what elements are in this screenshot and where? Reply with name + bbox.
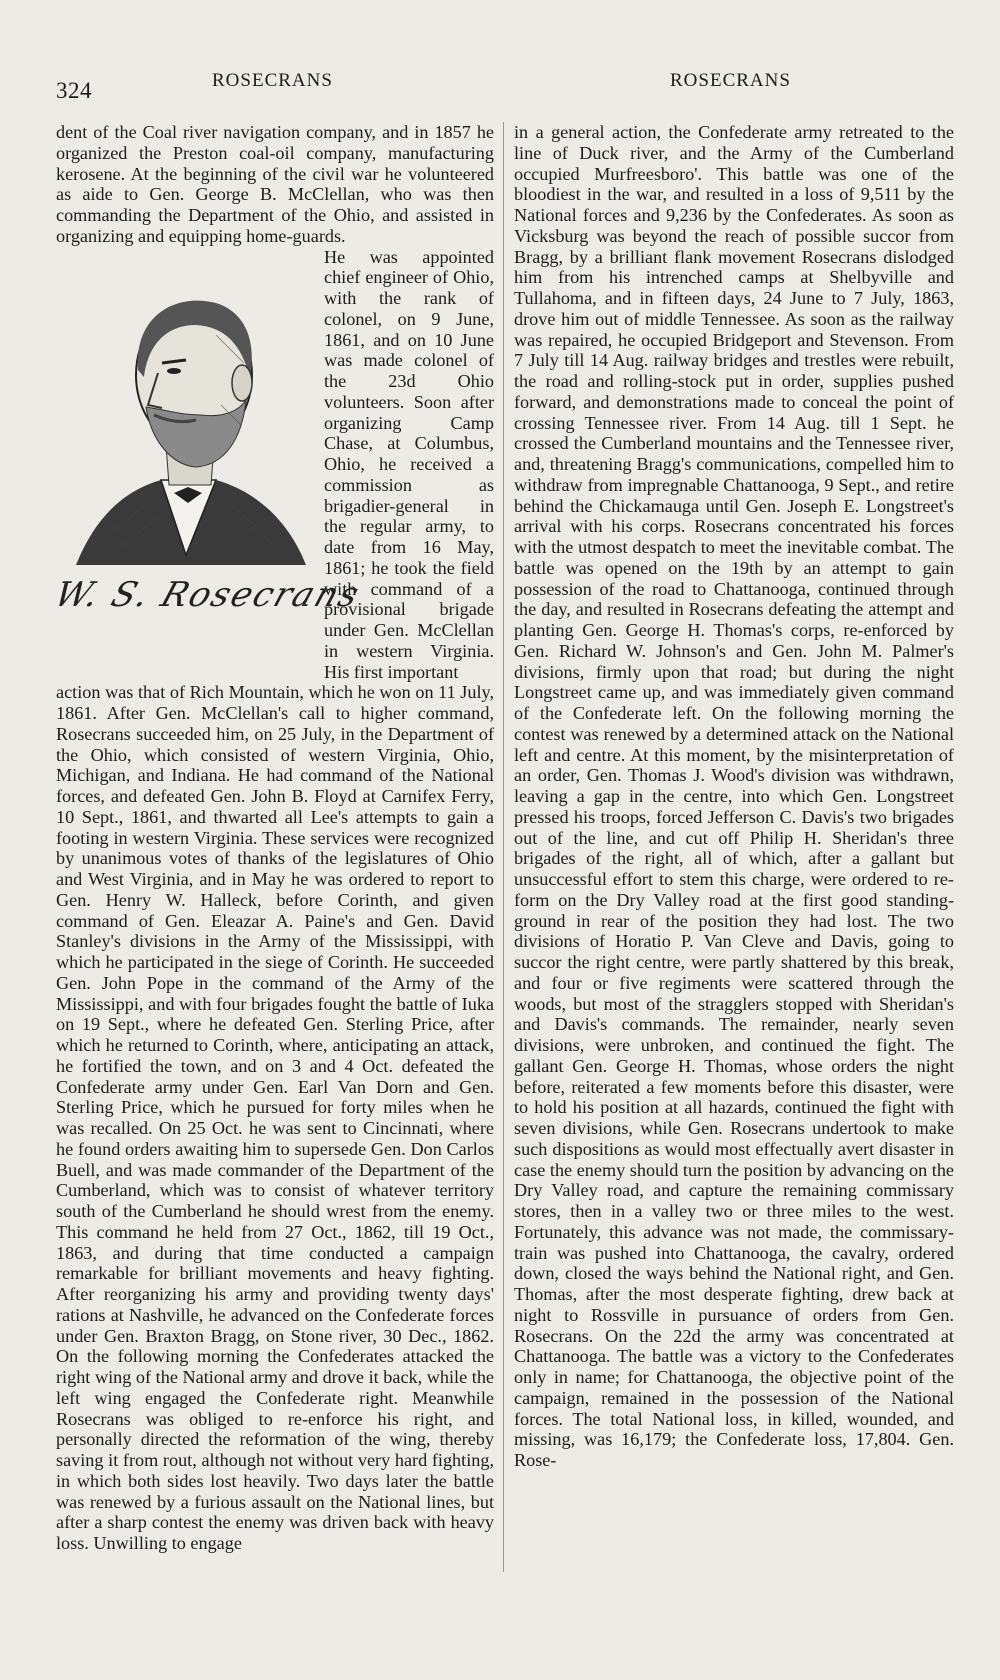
signature: W. S. Rosecrans xyxy=(49,574,366,615)
left-column xyxy=(49,122,494,1554)
running-head-right: ROSECRANS xyxy=(670,70,791,91)
intro-paragraph: dent of the Coal river navigation company, and in 1857 he organized the Preston coal-oil company, manufacturing kerosene. At the beginning of the civil war he volunteered as aide to Gen. George B. McClellan, who was then commanding the Department of the Ohio, and assisted in organizing and equipping home-guards. xyxy=(56,122,494,246)
portrait-figure xyxy=(49,247,366,667)
right-column xyxy=(514,122,954,1471)
portrait-side-paragraph: He was appointed chief engineer of Ohio, with the rank of colonel, on 9 June, 1861, and on 10 June was made colonel of the 23d Ohio volunteers. Soon after organizing Camp Chase, at Columbus, Ohio, he received a commission as brigadier-general in the regular army, to date from 16 May, 1861; he took the field with command of a provisional brigade under Gen. McClellan in western Virginia. His first important xyxy=(324,246,494,682)
continuation-paragraph: action was that of Rich Mountain, which he won on 11 July, 1861. After Gen. McClellan's call to higher command, Rosecrans succeeded him, on 25 July, in the Department of the Ohio, which consisted of western Virginia, Ohio, Michigan, and Indiana. He had command of the National forces, and defeated Gen. John B. Floyd at Carnifex Ferry, 10 Sept., 1861, and thwarted all Lee's attempts to gain a footing in western Virginia. These services were recognized by unanimous votes of thanks of the legislatures of Ohio and West Virginia, and in May he was ordered to report to Gen. Henry W. Halleck, before Corinth, and given command of Gen. Eleazar A. Paine's and Gen. David Stanley's divisions in the Army of the Mississippi, with which he participated in the siege of Corinth. He succeeded Gen. John Pope in the command of the Army of the Mississippi, and with four brigades fought the battle of Iuka on 19 Sept., where he defeated Gen. Sterling Price, after which he returned to Corinth, where, anticipating an attack, he fortified the town, and on 3 and 4 Oct. defeated the Confederate army under Gen. Earl Van Dorn and Gen. Sterling Price, which he pursued for forty miles when he was recalled. On 25 Oct. he was sent to Cincinnati, where he found orders awaiting him to supersede Gen. Don Carlos Buell, and was made commander of the Department of the Cumberland, which was to consist of whatever territory south of the Cumberland he should wrest from the enemy. This command he held from 27 Oct., 1862, till 19 Oct., 1863, and during that time conducted a campaign remarkable for brilliant movements and heavy fighting. After reorganizing his army and providing twenty days' rations at Nashville, he advanced on the Confederate forces under Gen. Braxton Bragg, on Stone river, 30 Dec., 1862. On the following morning the Confederates attacked the right wing of the National army and drove it back, while the left wing engaged the Confederate right. Meanwhile Rosecrans was obliged to re-enforce his right, and personally directed the reformation of the wing, thereby saving it from rout, although not without very hard fighting, in which both sides lost heavily. Two days later the battle was renewed by a furious assault on the National lines, but after a sharp contest the enemy was driven back with heavy loss. Unwilling to engage xyxy=(56,682,494,1553)
right-paragraph: in a general action, the Confederate army retreated to the line of Duck river, and the Army of the Cumberland occupied Murfreesboro'. This battle was one of the bloodiest in the war, and resulted in a loss of 9,511 by the National forces and 9,236 by the Confederates. As soon as Vicksburg was beyond the reach of possible succor from Bragg, by a brilliant flank movement Rosecrans dislodged him from his intrenched camps at Shelbyville and Tullahoma, and in fifteen days, 24 June to 7 July, 1863, drove him out of middle Tennessee. As soon as the railway was repaired, he occupied Bridgeport and Stevenson. From 7 July till 14 Aug. railway bridges and trestles were rebuilt, the road and rolling-stock put in order, supplies pushed forward, and demonstrations made to conceal the point of crossing Tennessee river. From 14 Aug. till 1 Sept. he crossed the Cumberland mountains and the Tennessee river, and, threatening Bragg's communications, compelled him to withdraw from impregnable Chattanooga, 9 Sept., and retire behind the Chickamauga until Gen. Joseph E. Longstreet's arrival with his corps. Rosecrans concentrated his forces with the utmost despatch to meet the inevitable combat. The battle was opened on the 19th by an attempt to gain possession of the road to Chattanooga, continued through the day, and resulted in Rosecrans defeating the attempt and planting Gen. George H. Thomas's corps, re-enforced by Gen. Richard W. Johnson's and Gen. John M. Palmer's divisions, firmly upon that road; but during the night Longstreet came up, and was immediately given command of the Confederate left. On the following morning the contest was renewed by a determined attack on the National left and centre. At this moment, by the misinterpretation of an order, Gen. Thomas J. Wood's division was withdrawn, leaving a gap in the centre, into which Gen. Longstreet pressed his troops, forced Jefferson C. Davis's two brigades out of the line, and cut off Philip H. Sheridan's three brigades of the right, all of which, after a gallant but unsuccessful effort to stem this charge, were ordered to re-form on the Dry Valley road at the first good standing-ground in rear of the position they had lost. The two divisions of Horatio P. Van Cleve and Davis, going to succor the right centre, were partly shattered by this break, and four or five regiments were scattered through the woods, but most of the stragglers stopped with Sheridan's and Davis's commands. The remainder, nearly seven divisions, were unbroken, and continued the fight. The gallant Gen. George H. Thomas, whose orders the night before, reiterated a few moments before this disaster, were to hold his position at all hazards, continued the fight with seven divisions, while Gen. Rosecrans undertook to make such dispositions as would most effectually avert disaster in case the enemy should turn the position by advancing on the Dry Valley road, and capture the remaining commissary stores, then in a valley two or three miles to the west. Fortunately, this advance was not made, the commissary-train was pushed into Chattanooga, the cavalry, ordered down, closed the ways behind the National right, and Gen. Thomas, after the most desperate fighting, drew back at night to Rossville in pursuance of orders from Gen. Rosecrans. On the 22d the army was concentrated at Chattanooga. The battle was a victory to the Confederates only in name; for Chattanooga, the objective point of the campaign, remained in the possession of the National forces. The total National loss, in killed, wounded, and missing, was 16,179; the Confederate loss, 17,804. Gen. Rose- xyxy=(514,122,954,1470)
column-divider xyxy=(503,122,504,1572)
portrait-engraving xyxy=(66,265,316,585)
page-number: 324 xyxy=(56,78,92,103)
running-head-left: ROSECRANS xyxy=(212,70,333,91)
